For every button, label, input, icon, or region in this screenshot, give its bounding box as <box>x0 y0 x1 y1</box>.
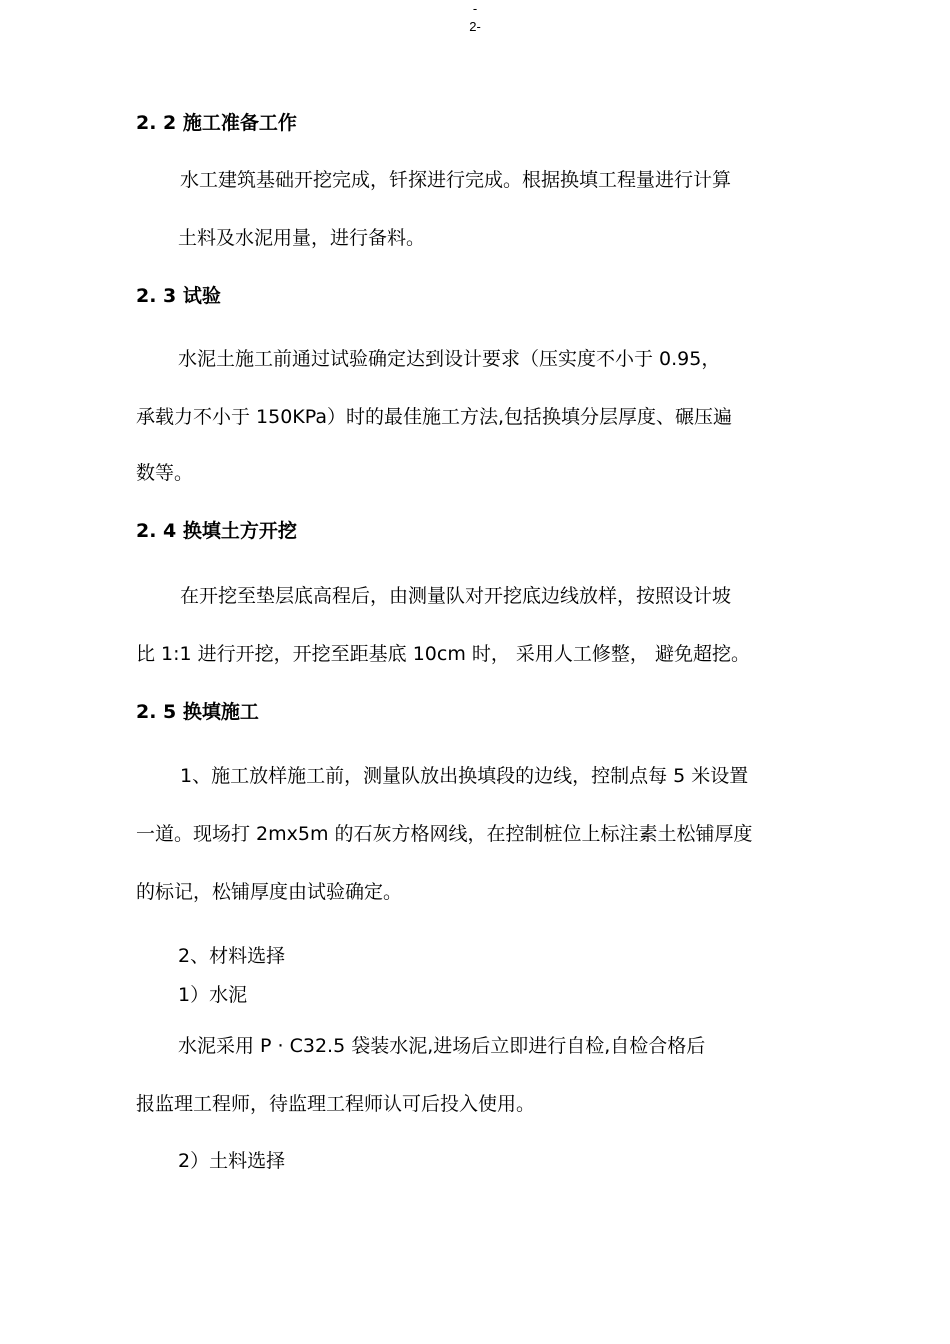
paragraph-line: 土料及水泥用量，进行备料。 <box>178 227 426 249</box>
page-number: 2- <box>469 19 481 34</box>
paragraph-line: 比 1:1 进行开挖，开挖至距基底 10cm 时， 采用人工修整， 避免超挖。 <box>136 643 750 665</box>
paragraph-line: 的标记，松铺厚度由试验确定。 <box>136 881 403 903</box>
list-item-cement: 1）水泥 <box>178 984 248 1006</box>
section-heading-2-2: 2. 2 施工准备工作 <box>136 112 297 134</box>
paragraph-line: 承载力不小于 150KPa）时的最佳施工方法,包括换填分层厚度、碾压遍 <box>136 406 733 428</box>
list-item-materials: 2、材料选择 <box>178 945 286 967</box>
paragraph-line: 一道。现场打 2mx5m 的石灰方格网线，在控制桩位上标注素土松铺厚度 <box>136 823 753 845</box>
page-header-dash: - <box>472 1 478 16</box>
paragraph-line: 数等。 <box>136 462 194 484</box>
paragraph-line: 1、施工放样施工前，测量队放出换填段的边线，控制点每 5 米设置 <box>180 765 749 787</box>
paragraph-line: 水泥采用 P · C32.5 袋装水泥,进场后立即进行自检,自检合格后 <box>178 1035 706 1057</box>
section-heading-2-5: 2. 5 换填施工 <box>136 701 259 723</box>
paragraph-line: 报监理工程师，待监理工程师认可后投入使用。 <box>136 1093 536 1115</box>
paragraph-line: 水泥土施工前通过试验确定达到设计要求（压实度不小于 0.95， <box>178 348 721 370</box>
section-heading-2-4: 2. 4 换填土方开挖 <box>136 520 297 542</box>
paragraph-line: 水工建筑基础开挖完成，钎探进行完成。根据换填工程量进行计算 <box>180 169 732 191</box>
section-heading-2-3: 2. 3 试验 <box>136 285 221 307</box>
paragraph-line: 在开挖至垫层底高程后，由测量队对开挖底边线放样，按照设计坡 <box>180 585 732 607</box>
list-item-soil: 2）土料选择 <box>178 1150 286 1172</box>
